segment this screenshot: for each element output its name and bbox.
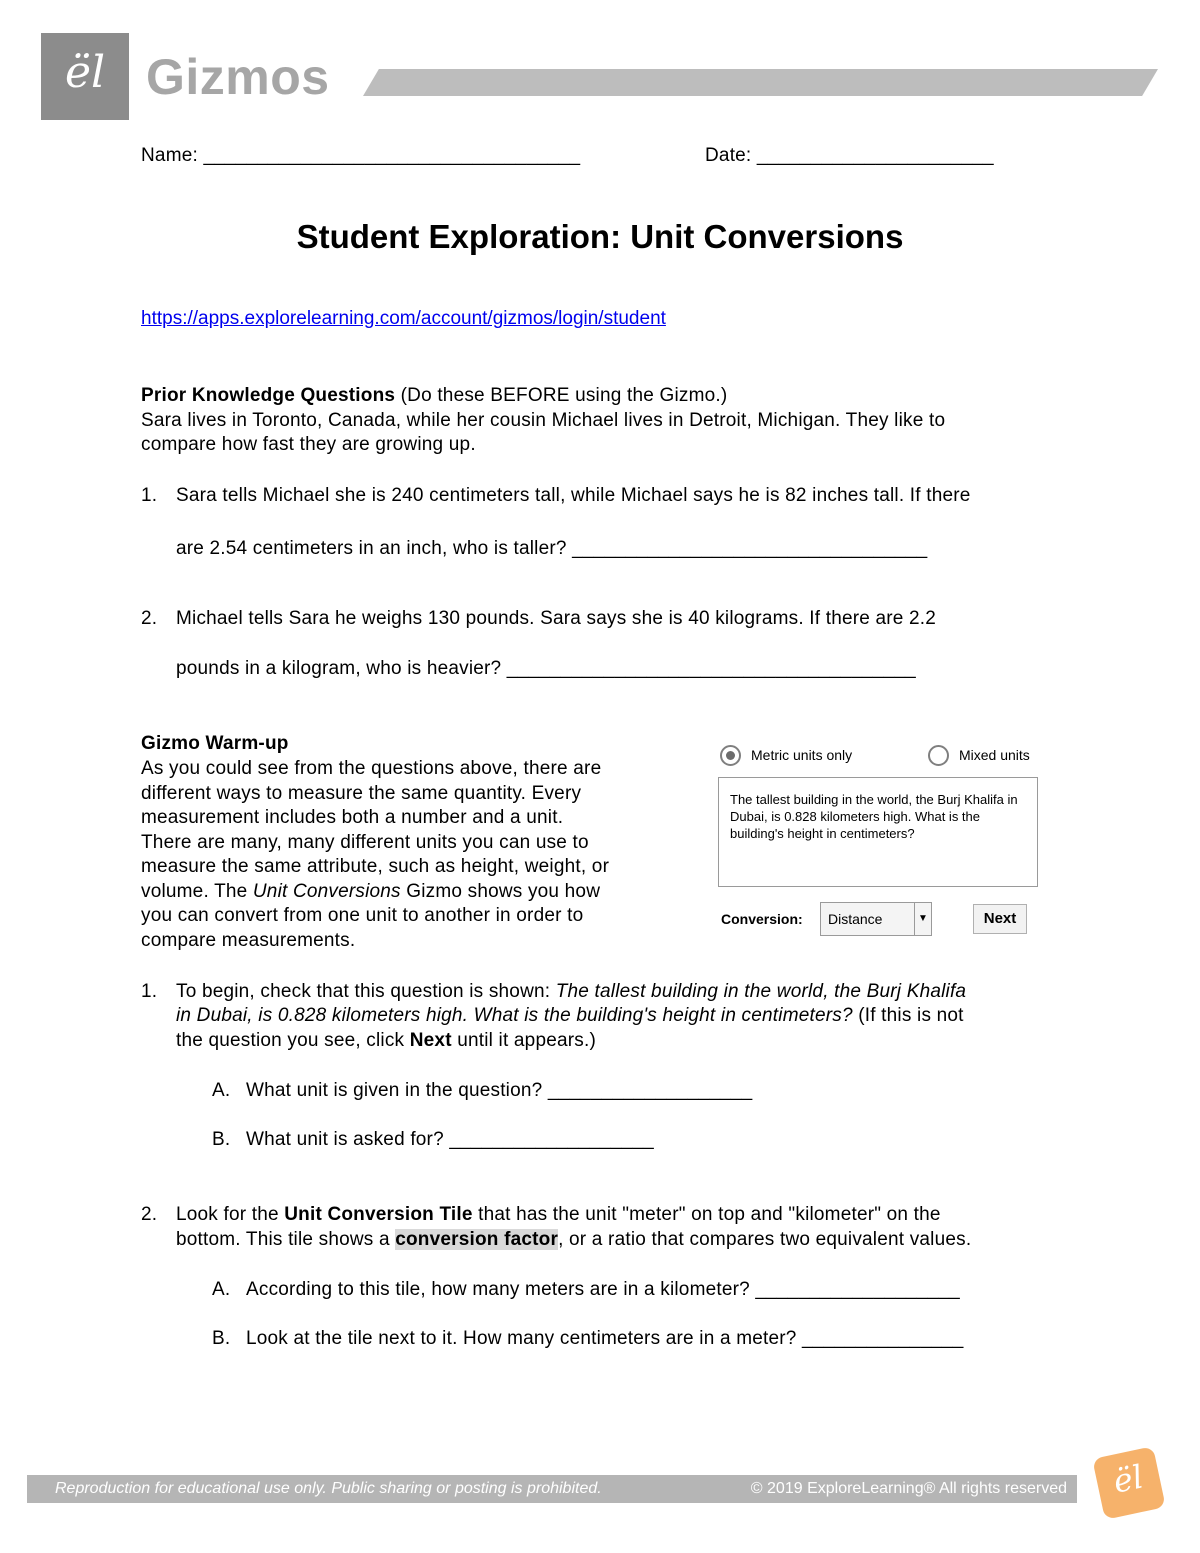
gizmo-name: Unit Conversions xyxy=(252,881,401,902)
date-field: Date: ______________________ xyxy=(705,145,994,166)
login-link[interactable]: https://apps.explorelearning.com/account/gizmos/login/student xyxy=(141,308,666,329)
wq1-line3 xyxy=(0,1029,1200,1055)
radio-mixed-label: Mixed units xyxy=(959,747,1030,763)
prior-heading-line xyxy=(141,384,727,408)
name-field: Name: ___________________________________ xyxy=(141,145,581,166)
q-text-part: the question you see, click xyxy=(176,1030,410,1051)
warmup-heading: Gizmo Warm-up xyxy=(141,733,289,754)
question-text: The tallest building in the world, the Burj Khalifa in Dubai, is 0.828 kilometers high. What is the building's height in centimeters? xyxy=(730,792,1018,841)
subq-text: Look at the tile next to it. How many centimeters are in a meter? _______________ xyxy=(246,1328,964,1349)
q-text xyxy=(176,1203,941,1227)
warmup-line: As you could see from the questions above, there are xyxy=(141,758,602,779)
radio-selected-dot xyxy=(726,751,735,760)
q-number: 2. xyxy=(141,608,158,629)
prior-q2-line1 xyxy=(0,607,1200,637)
wq2-b xyxy=(0,1327,1200,1353)
prior-intro-2: compare how fast they are growing up. xyxy=(141,434,476,455)
subq-letter: B. xyxy=(212,1328,231,1349)
wq2-line2 xyxy=(0,1228,1200,1254)
wq1-b xyxy=(0,1128,1200,1154)
subq-letter: B. xyxy=(212,1129,231,1150)
q-number: 1. xyxy=(141,485,158,506)
next-button[interactable]: Next xyxy=(973,904,1027,934)
wq2-a xyxy=(0,1278,1200,1304)
logo-mark: ël xyxy=(64,47,106,98)
q-text-part: bottom. This tile shows a xyxy=(176,1229,396,1250)
prior-heading: Prior Knowledge Questions xyxy=(141,385,396,406)
q-italic: in Dubai, is 0.828 kilometers high. What is the building's height in centimeters? xyxy=(176,1005,853,1026)
q-text-part: Look for the xyxy=(176,1204,285,1225)
wq1-line1 xyxy=(0,980,1200,1006)
q-text: Michael tells Sara he weighs 130 pounds. Sara says she is 40 kilograms. If there are 2.2 xyxy=(176,608,937,629)
conversion-select[interactable] xyxy=(820,902,932,936)
warmup-line: measurement includes both a number and a unit. xyxy=(141,807,564,828)
page-title: Student Exploration: Unit Conversions xyxy=(296,218,904,255)
prior-note: (Do these BEFORE using the Gizmo.) xyxy=(395,385,728,406)
q-text xyxy=(176,1029,596,1053)
gizmo-panel xyxy=(718,740,1048,940)
prior-intro-1: Sara lives in Toronto, Canada, while her cousin Michael lives in Detroit, Michigan. They like to xyxy=(141,410,946,431)
conversion-value: Distance xyxy=(828,911,883,927)
wq1-line2 xyxy=(0,1004,1200,1030)
q-bold: Unit Conversion Tile xyxy=(284,1204,473,1225)
radio-metric[interactable] xyxy=(720,745,741,766)
q-number: 2. xyxy=(141,1204,158,1225)
warmup-line: compare measurements. xyxy=(141,930,356,951)
q-bold: Next xyxy=(409,1030,452,1051)
question-box xyxy=(718,777,1038,887)
q-number: 1. xyxy=(141,981,158,1002)
q-italic: The tallest building in the world, the Burj Khalifa xyxy=(555,981,967,1002)
footer-bar xyxy=(27,1475,1077,1503)
warmup-line xyxy=(141,880,600,904)
warmup-line: There are many, many different units you can use to xyxy=(141,832,589,853)
prior-q2-line2 xyxy=(0,657,1200,687)
chevron-down-icon: ▼ xyxy=(914,903,931,935)
q-text: Sara tells Michael she is 240 centimeters tall, while Michael says he is 82 inches tall. If there xyxy=(176,485,971,506)
explorelearning-logo xyxy=(41,33,129,120)
prior-q1-line1 xyxy=(0,484,1200,514)
wq2-line1 xyxy=(0,1203,1200,1229)
q-text-part: that has the unit "meter" on top and "kilometer" on the xyxy=(472,1204,941,1225)
badge-mark: ël xyxy=(1109,1457,1147,1501)
warmup-text: volume. The xyxy=(141,881,253,902)
warmup-line: measure the same attribute, such as height, weight, or xyxy=(141,856,610,877)
q-text xyxy=(176,980,966,1004)
wq1-a xyxy=(0,1079,1200,1105)
q-text: pounds in a kilogram, who is heavier? ______________________________________ xyxy=(176,658,916,679)
subq-text: What unit is asked for? ___________________ xyxy=(246,1129,654,1150)
brand-name: Gizmos xyxy=(146,49,330,105)
highlighted-term: conversion factor xyxy=(395,1229,559,1250)
q-text xyxy=(176,1228,971,1252)
q-text-part: To begin, check that this question is shown: xyxy=(176,981,556,1002)
warmup-text: Gizmo shows you how xyxy=(400,881,601,902)
radio-mixed[interactable] xyxy=(928,745,949,766)
footer-copyright: © 2019 ExploreLearning® All rights reserved xyxy=(750,1480,1067,1497)
subq-letter: A. xyxy=(212,1279,231,1300)
subq-text: What unit is given in the question? ___________________ xyxy=(246,1080,753,1101)
conversion-label: Conversion: xyxy=(721,911,803,927)
subq-letter: A. xyxy=(212,1080,231,1101)
warmup-line: different ways to measure the same quantity. Every xyxy=(141,783,582,804)
footer-disclaimer: Reproduction for educational use only. Public sharing or posting is prohibited. xyxy=(55,1480,602,1497)
q-text xyxy=(176,1004,964,1028)
q-text: are 2.54 centimeters in an inch, who is taller? _________________________________ xyxy=(176,538,928,559)
explorelearning-badge xyxy=(1092,1446,1166,1520)
q-text-part: , or a ratio that compares two equivalent values. xyxy=(558,1229,972,1250)
radio-metric-label: Metric units only xyxy=(751,747,853,763)
q-text-part: (If this is not xyxy=(852,1005,964,1026)
subq-text: According to this tile, how many meters are in a kilometer? ___________________ xyxy=(246,1279,960,1300)
prior-q1-line2 xyxy=(0,537,1200,567)
q-text-part: until it appears.) xyxy=(451,1030,596,1051)
header-bar xyxy=(363,69,1158,96)
warmup-line: you can convert from one unit to another in order to xyxy=(141,905,584,926)
